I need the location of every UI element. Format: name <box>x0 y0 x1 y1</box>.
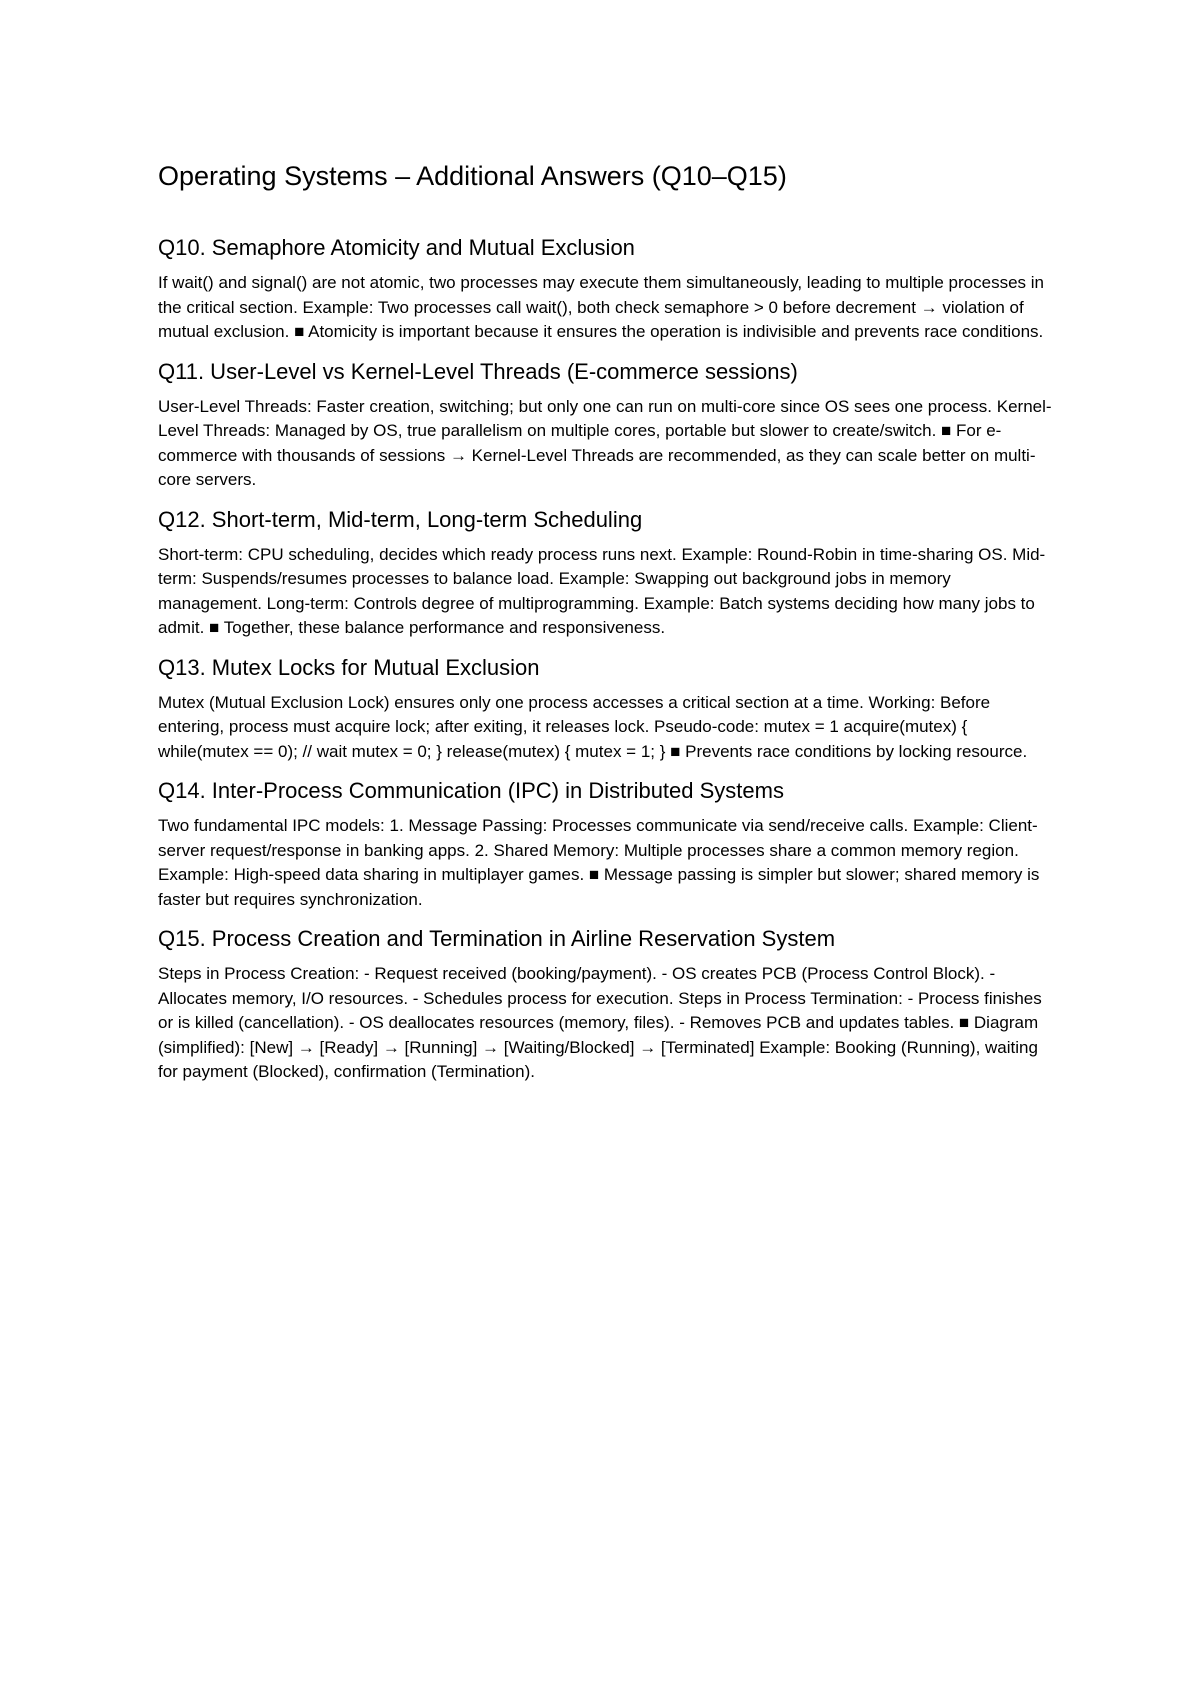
section-heading: Q13. Mutex Locks for Mutual Exclusion <box>158 654 540 680</box>
section-body: If wait() and signal() are not atomic, two processes may execute them simultaneously, leading to multiple processes in the critical section. Example: Two processes call wait(), both check semaphore > 0 before decrement → violation of mutual exclusion. ■ Atomicity is important because it ensures the operation is indivisible and prevents race conditions. <box>158 273 1044 341</box>
document-title: Operating Systems – Additional Answers (Q10–Q15) <box>158 161 787 191</box>
section-q15 <box>158 924 1058 1085</box>
section-q13 <box>158 653 1058 765</box>
section-body: Mutex (Mutual Exclusion Lock) ensures only one process accesses a critical section at a time. Working: Before entering, process must acquire lock; after exiting, it releases lock. Pseudo-code: mutex = 1 acquire(mutex) { while(mutex == 0); // wait mutex = 0; } release(mutex) { mutex = 1; } ■ Prevents race conditions by locking resource. <box>158 692 1028 761</box>
document-page <box>158 158 1058 1097</box>
section-body: Steps in Process Creation: - Request received (booking/payment). - OS creates PCB (Process Control Block). - Allocates memory, I/O resources. - Schedules process for execution. Steps in Process Termination: - Process finishes or is killed (cancellation). - OS deallocates resources (memory, files). - Removes PCB and updates tables. ■ Diagram (simplified): [New] → [Ready] → [Running] → [Waiting/Blocked] → [Terminated] Example: Booking (Running), waiting for payment (Blocked), confirmation (Termination). <box>158 964 1042 1081</box>
section-heading: Q11. User-Level vs Kernel-Level Threads (E-commerce sessions) <box>158 358 798 384</box>
section-heading: Q15. Process Creation and Termination in Airline Reservation System <box>158 926 836 951</box>
section-body: User-Level Threads: Faster creation, switching; but only one can run on multi-core since OS sees one process. Kernel-Level Threads: Managed by OS, true parallelism on multiple cores, portable but slower to create/switch. ■ For e-commerce with thousands of sessions → Kernel-Level Threads are recommended, as they can scale better on multi-core servers. <box>158 396 1052 489</box>
section-q11 <box>158 357 1058 493</box>
section-q14 <box>158 776 1058 912</box>
section-q12 <box>158 505 1058 641</box>
section-body: Short-term: CPU scheduling, decides which ready process runs next. Example: Round-Robin in time-sharing OS. Mid-term: Suspends/resumes processes to balance load. Example: Swapping out background jobs in memory management. Long-term: Controls degree of multiprogramming. Example: Batch systems deciding how many jobs to admit. ■ Together, these balance performance and responsiveness. <box>158 544 1046 637</box>
section-body: Two fundamental IPC models: 1. Message Passing: Processes communicate via send/receive calls. Example: Client-server request/response in banking apps. 2. Shared Memory: Multiple processes share a common memory region. Example: High-speed data sharing in multiplayer games. ■ Message passing is simpler but slower; shared memory is faster but requires synchronization. <box>158 816 1040 909</box>
section-heading: Q14. Inter-Process Communication (IPC) in Distributed Systems <box>158 778 784 803</box>
section-heading: Q10. Semaphore Atomicity and Mutual Exclusion <box>158 235 635 260</box>
section-heading: Q12. Short-term, Mid-term, Long-term Scheduling <box>158 506 643 532</box>
section-q10 <box>158 233 1058 345</box>
